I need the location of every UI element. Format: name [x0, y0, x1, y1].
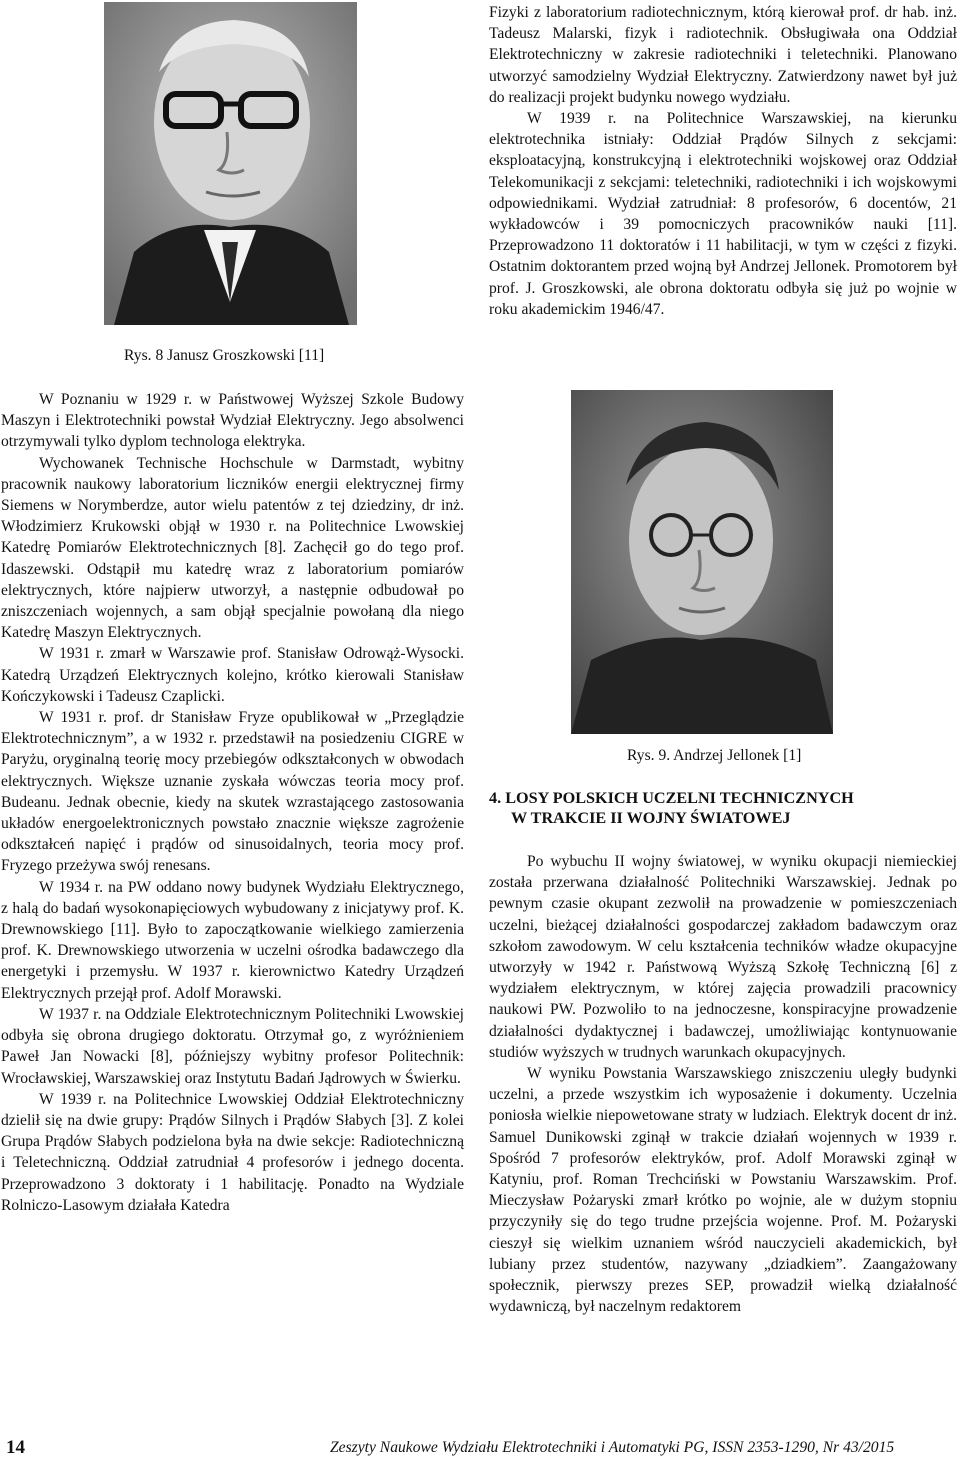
right-column-bottom-text [489, 851, 957, 1317]
paragraph: W 1939 r. na Politechnice Lwowskiej Oddział Elektrotechniczny dzielił się na dwie grupy: Prądów Silnych i Prądów Słabych [3]. Z kolei Grupa Prądów Słabych podzielona była na dwie sekcje: Radiotechniczną i Teletechniczną. Oddział zatrudniał 4 profesorów i jednego docenta. Przeprowadzono 3 doktoraty i 1 habilitację. Ponadto na Wydziale Rolniczo-Lasowym działała Katedra [1, 1090, 464, 1214]
paragraph: W 1931 r. zmarł w Warszawie prof. Stanisław Odrowąż-Wysocki. Katedrą Urządzeń Elektrycznych kolejno, krótko kierowali Stanisław Kończykowski i Tadeusz Czaplicki. [1, 645, 464, 705]
section-heading-line2 [489, 808, 957, 828]
paragraph: W 1939 r. na Politechnice Warszawskiej, na kierunku elektrotechnika istniały: Oddział Prądów Silnych z sekcjami: eksploatacyjną, konstrukcyjną i elektrotechniki wojskowej oraz Oddział Telekomunikacji z sekcjami: teletechniki, radiotechniki i ich wojskowymi odpowiednikami. Wydział zatrudniał: 8 profesorów, 6 docentów, 21 wykładowców i 39 pomocniczych pracowników nauki [11]. Przeprowadzono 11 doktoratów i 11 habilitacji, w tym w części z fizyki. Ostatnim doktorantem przed wojną był Andrzej Jellonek. Promotorem był prof. J. Groszkowski, ale obrona doktoratu odbyła się już po wojnie w roku akademickim 1946/47. [489, 110, 957, 318]
paragraph: W 1931 r. prof. dr Stanisław Fryze opublikował w „Przeglądzie Elektrotechnicznym”, a w 1932 r. przedstawił na posiedzeniu CIGRE w Paryżu, oryginalną teorię mocy przebiegów odkształconych w obwodach elektrycznych. Większe uznanie zyskała wówczas teoria mocy prof. Budeanu. Jednak obecnie, kiedy na skutek wzrastającego zastosowania układów energoelektronicznych powstało znacznie większe zagrożenie odkształceń napięć i prądów od sinusoidalnych, teoria mocy prof. Fryzego przeżywa swój renesans. [1, 709, 464, 875]
portrait-illustration-jellonek [571, 390, 833, 734]
paragraph: Wychowanek Technische Hochschule w Darmstadt, wybitny pracownik naukowy laboratorium liczników energii elektrycznej firmy Siemens w Norymberdze, autor wielu patentów z tej dziedziny, dr inż. Włodzimierz Krukowski objął w 1930 r. na Politechnice Lwowskiej Katedrę Pomiarów Elektrotechnicznych [8]. Zachęcił go do tego prof. Idaszewski. Odstąpił mu katedrę wraz z laboratorium pomiarów elektrycznych, które najpierw utworzył, a następnie odbudował po zniszczeniach wojennych, a sam objął specjalnie powołaną dla niego Katedrę Maszyn Elektrycznych. [1, 454, 464, 642]
page-number: 14 [6, 1437, 25, 1458]
paragraph: Po wybuchu II wojny światowej, w wyniku okupacji niemieckiej została przerwana działalność Politechniki Warszawskiej. Jednak po pewnym czasie okupant zezwolił na prowadzenie w pomieszczeniach uczelni, bieżącej działalności gospodarczej zakładom badawczym oraz szkołom zawodowym. W celu kształcenia techników władze okupacyjne utworzyły w 1942 r. Państwową Wyższą Szkołę Techniczną [6] z wydziałem elektrycznym, w której zajęcia prowadzili pracownicy naukowi PW. Pozwoliło to na jednoczesne, konspiracyjne prowadzenie działalności dydaktycznej i badawczej, umożliwiając kontynuowanie studiów wyższych w trudnych warunkach okupacyjnych. [489, 853, 957, 1061]
figure-9-caption: Rys. 9. Andrzej Jellonek [1] [627, 747, 802, 764]
photo-janusz-groszkowski [104, 2, 357, 325]
portrait-illustration-groszkowski [104, 2, 357, 325]
right-column-top-text [489, 2, 957, 320]
paragraph: W wyniku Powstania Warszawskiego zniszczeniu uległy budynki uczelni, a przede wszystkim ich wyposażenie i dokumenty. Uczelnia poniosła wielkie niepowetowane straty w ludziach. Elektryk docent dr inż. Samuel Dunikowski zginął w trakcie działań wojennych w 1939 r. Spośród 7 profesorów elektryków, prof. Adolf Morawski zginął w Katyniu, prof. Roman Trechciński w Powstaniu Warszawskim. Prof. Mieczysław Pożaryski zmarł krótko po wojnie, ale w dużym stopniu przyczyniły się do tego trudne przejścia wojenne. Prof. M. Pożaryski cieszył się wielkim uznaniem wśród nauczycieli akademickich, był lubiany przez studentów, nazywany „dziadkiem”. Zaangażowany społecznik, pierwszy prezes SEP, prowadził wielką działalność wydawniczą, był naczelnym redaktorem [489, 1065, 957, 1316]
section-title-line2: W TRAKCIE II WOJNY ŚWIATOWEJ [511, 809, 791, 827]
section-title-line1: LOSY POLSKICH UCZELNI TECHNICZNYCH [505, 789, 854, 807]
photo-andrzej-jellonek [571, 390, 833, 734]
figure-8-caption: Rys. 8 Janusz Groszkowski [11] [124, 347, 325, 364]
paragraph: Fizyki z laboratorium radiotechnicznym, którą kierował prof. dr hab. inż. Tadeusz Malarski, fizyk i radiotechnik. Obsługiwała ona Oddział Elektrotechniczny w zakresie radiotechniki i teletechniki. Planowano utworzyć samodzielny Wydział Elektryczny. Zatwierdzony nawet był już do realizacji projekt budynku nowego wydziału. [489, 4, 957, 106]
section-heading [489, 788, 957, 828]
paragraph: W 1934 r. na PW oddano nowy budynek Wydziału Elektrycznego, z halą do badań wysokonapięciowych wybudowany z inicjatywy prof. K. Drewnowskiego [11]. Było to zapoczątkowanie wielkiego zamierzenia prof. K. Drewnowskiego utworzenia w uczelni ośrodka badawczego dla energetyki i przemysłu. W 1937 r. kierownictwo Katedry Urządzeń Elektrycznych przejął prof. Adolf Morawski. [1, 878, 464, 1002]
paragraph: W 1937 r. na Oddziale Elektrotechnicznym Politechniki Lwowskiej odbyła się obrona drugiego doktoratu. Otrzymał go, z wyróżnieniem Paweł Jan Nowacki [8], późniejszy wybitny profesor Politechnik: Wrocławskiej, Warszawskiej oraz Instytutu Badań Jądrowych w Świerku. [1, 1005, 464, 1087]
left-column-text [1, 389, 464, 1216]
section-number: 4. [489, 789, 502, 807]
journal-footer: Zeszyty Naukowe Wydziału Elektrotechniki i Automatyki PG, ISSN 2353-1290, Nr 43/2015 [330, 1439, 895, 1456]
section-heading-line1 [489, 788, 957, 808]
paragraph: W Poznaniu w 1929 r. w Państwowej Wyższej Szkole Budowy Maszyn i Elektrotechniki powstał Wydział Elektryczny. Jego absolwenci otrzymywali tylko dyplom technologa elektryka. [1, 391, 464, 451]
